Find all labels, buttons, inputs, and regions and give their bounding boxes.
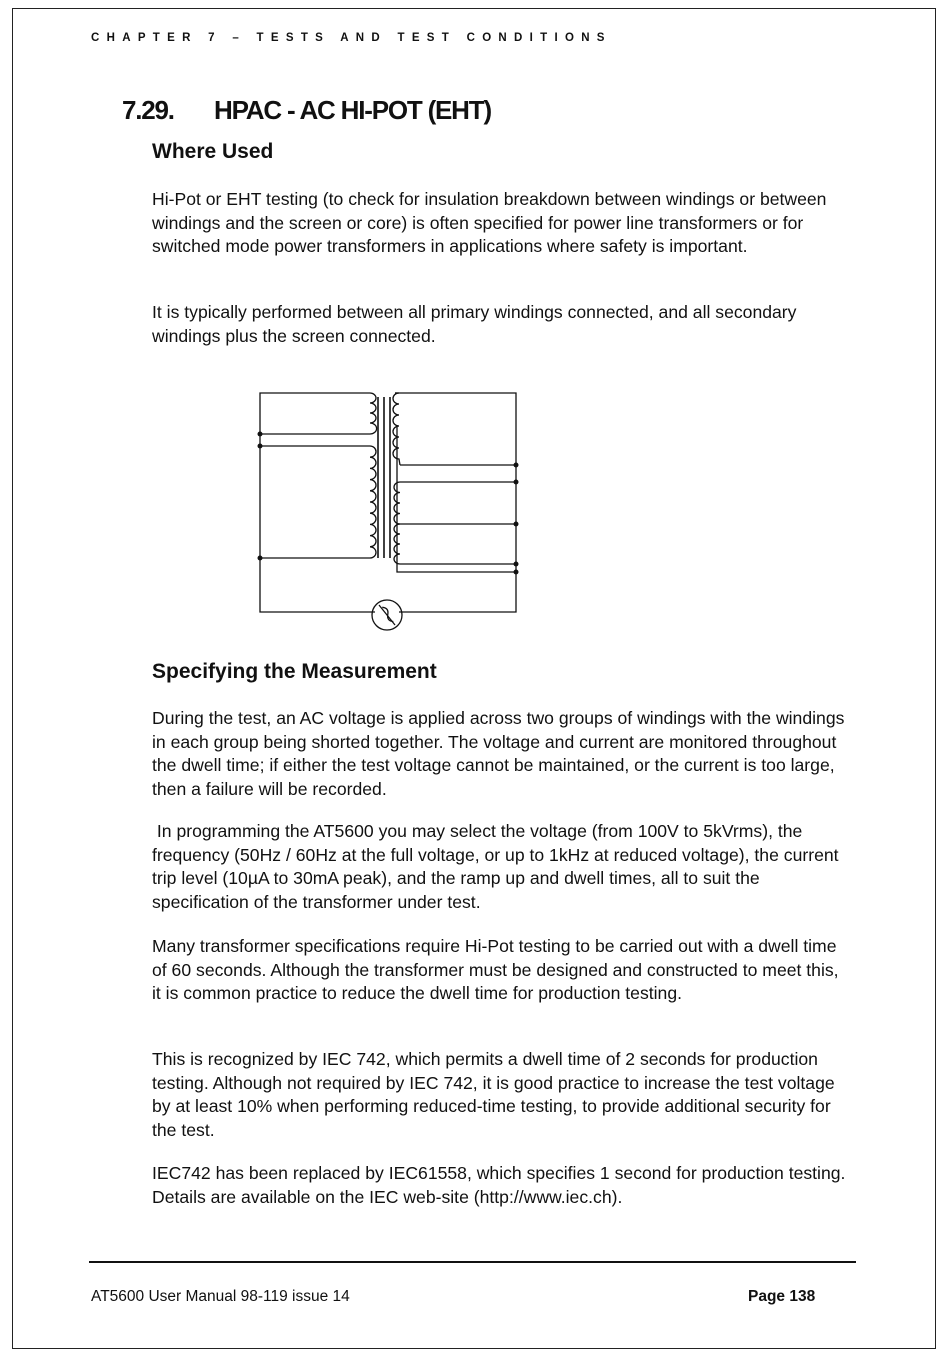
section-title-text: HPAC - AC HI-POT (EHT) [214,95,491,125]
footer-page-number: Page 138 [748,1288,816,1305]
footer-manual-title: AT5600 User Manual 98-119 issue 14 [91,1288,350,1305]
junction-dots [258,432,519,575]
transformer-hipot-diagram [250,383,530,638]
circuit-lines [260,393,516,612]
footer-rule [89,1261,856,1263]
specifying-paragraph-5: IEC742 has been replaced by IEC61558, which specifies 1 second for production testing. Details are available on the IEC web-site (http://www.iec.ch). [152,1163,846,1207]
specifying-paragraph-2: In programming the AT5600 you may select the voltage (from 100V to 5kVrms), the frequency (50Hz / 60Hz at the full voltage, or up to 1kHz at reduced voltage), the current trip level (10µA to 30mA peak), and the ramp up and dwell times, all to suit the specification of the transformer under test. [152,821,844,912]
section-number: 7.29. [122,95,174,125]
ac-source-icon [372,600,402,630]
section-title [122,95,491,126]
primary-windings [366,393,377,558]
where-used-paragraph-2: It is typically performed between all primary windings connected, and all secondary windings plus the screen connected. [152,302,797,346]
specifying-paragraph-1: During the test, an AC voltage is applied across two groups of windings with the windings in each group being shorted together. The voltage and current are monitored throughout the dwell time; if either the test voltage cannot be maintained, or the current is too large, then a failure will be recorded. [152,708,845,799]
specifying-heading: Specifying the Measurement [152,660,437,683]
right-circuit-wire [395,393,516,612]
specifying-paragraph-4: This is recognized by IEC 742, which permits a dwell time of 2 seconds for production testing. Although not required by IEC 742, it is good practice to increase the test voltage by at least 10% when performing reduced-time testing, to provide additional security for the test. [152,1049,835,1140]
where-used-heading: Where Used [152,140,274,163]
left-circuit-wire [260,393,375,612]
specifying-paragraph-3: Many transformer specifications require Hi-Pot testing to be carried out with a dwell time of 60 seconds. Although the transformer must be designed and constructed to meet this, it is common practice to reduce the dwell time for production testing. [152,936,839,1003]
where-used-paragraph-1: Hi-Pot or EHT testing (to check for insulation breakdown between windings or between windings and the screen or core) is often specified for power line transformers or for switched mode power transformers in applications where safety is important. [152,189,827,256]
chapter-header: CHAPTER 7 – TESTS AND TEST CONDITIONS [91,32,612,44]
transformer-core [378,397,390,558]
